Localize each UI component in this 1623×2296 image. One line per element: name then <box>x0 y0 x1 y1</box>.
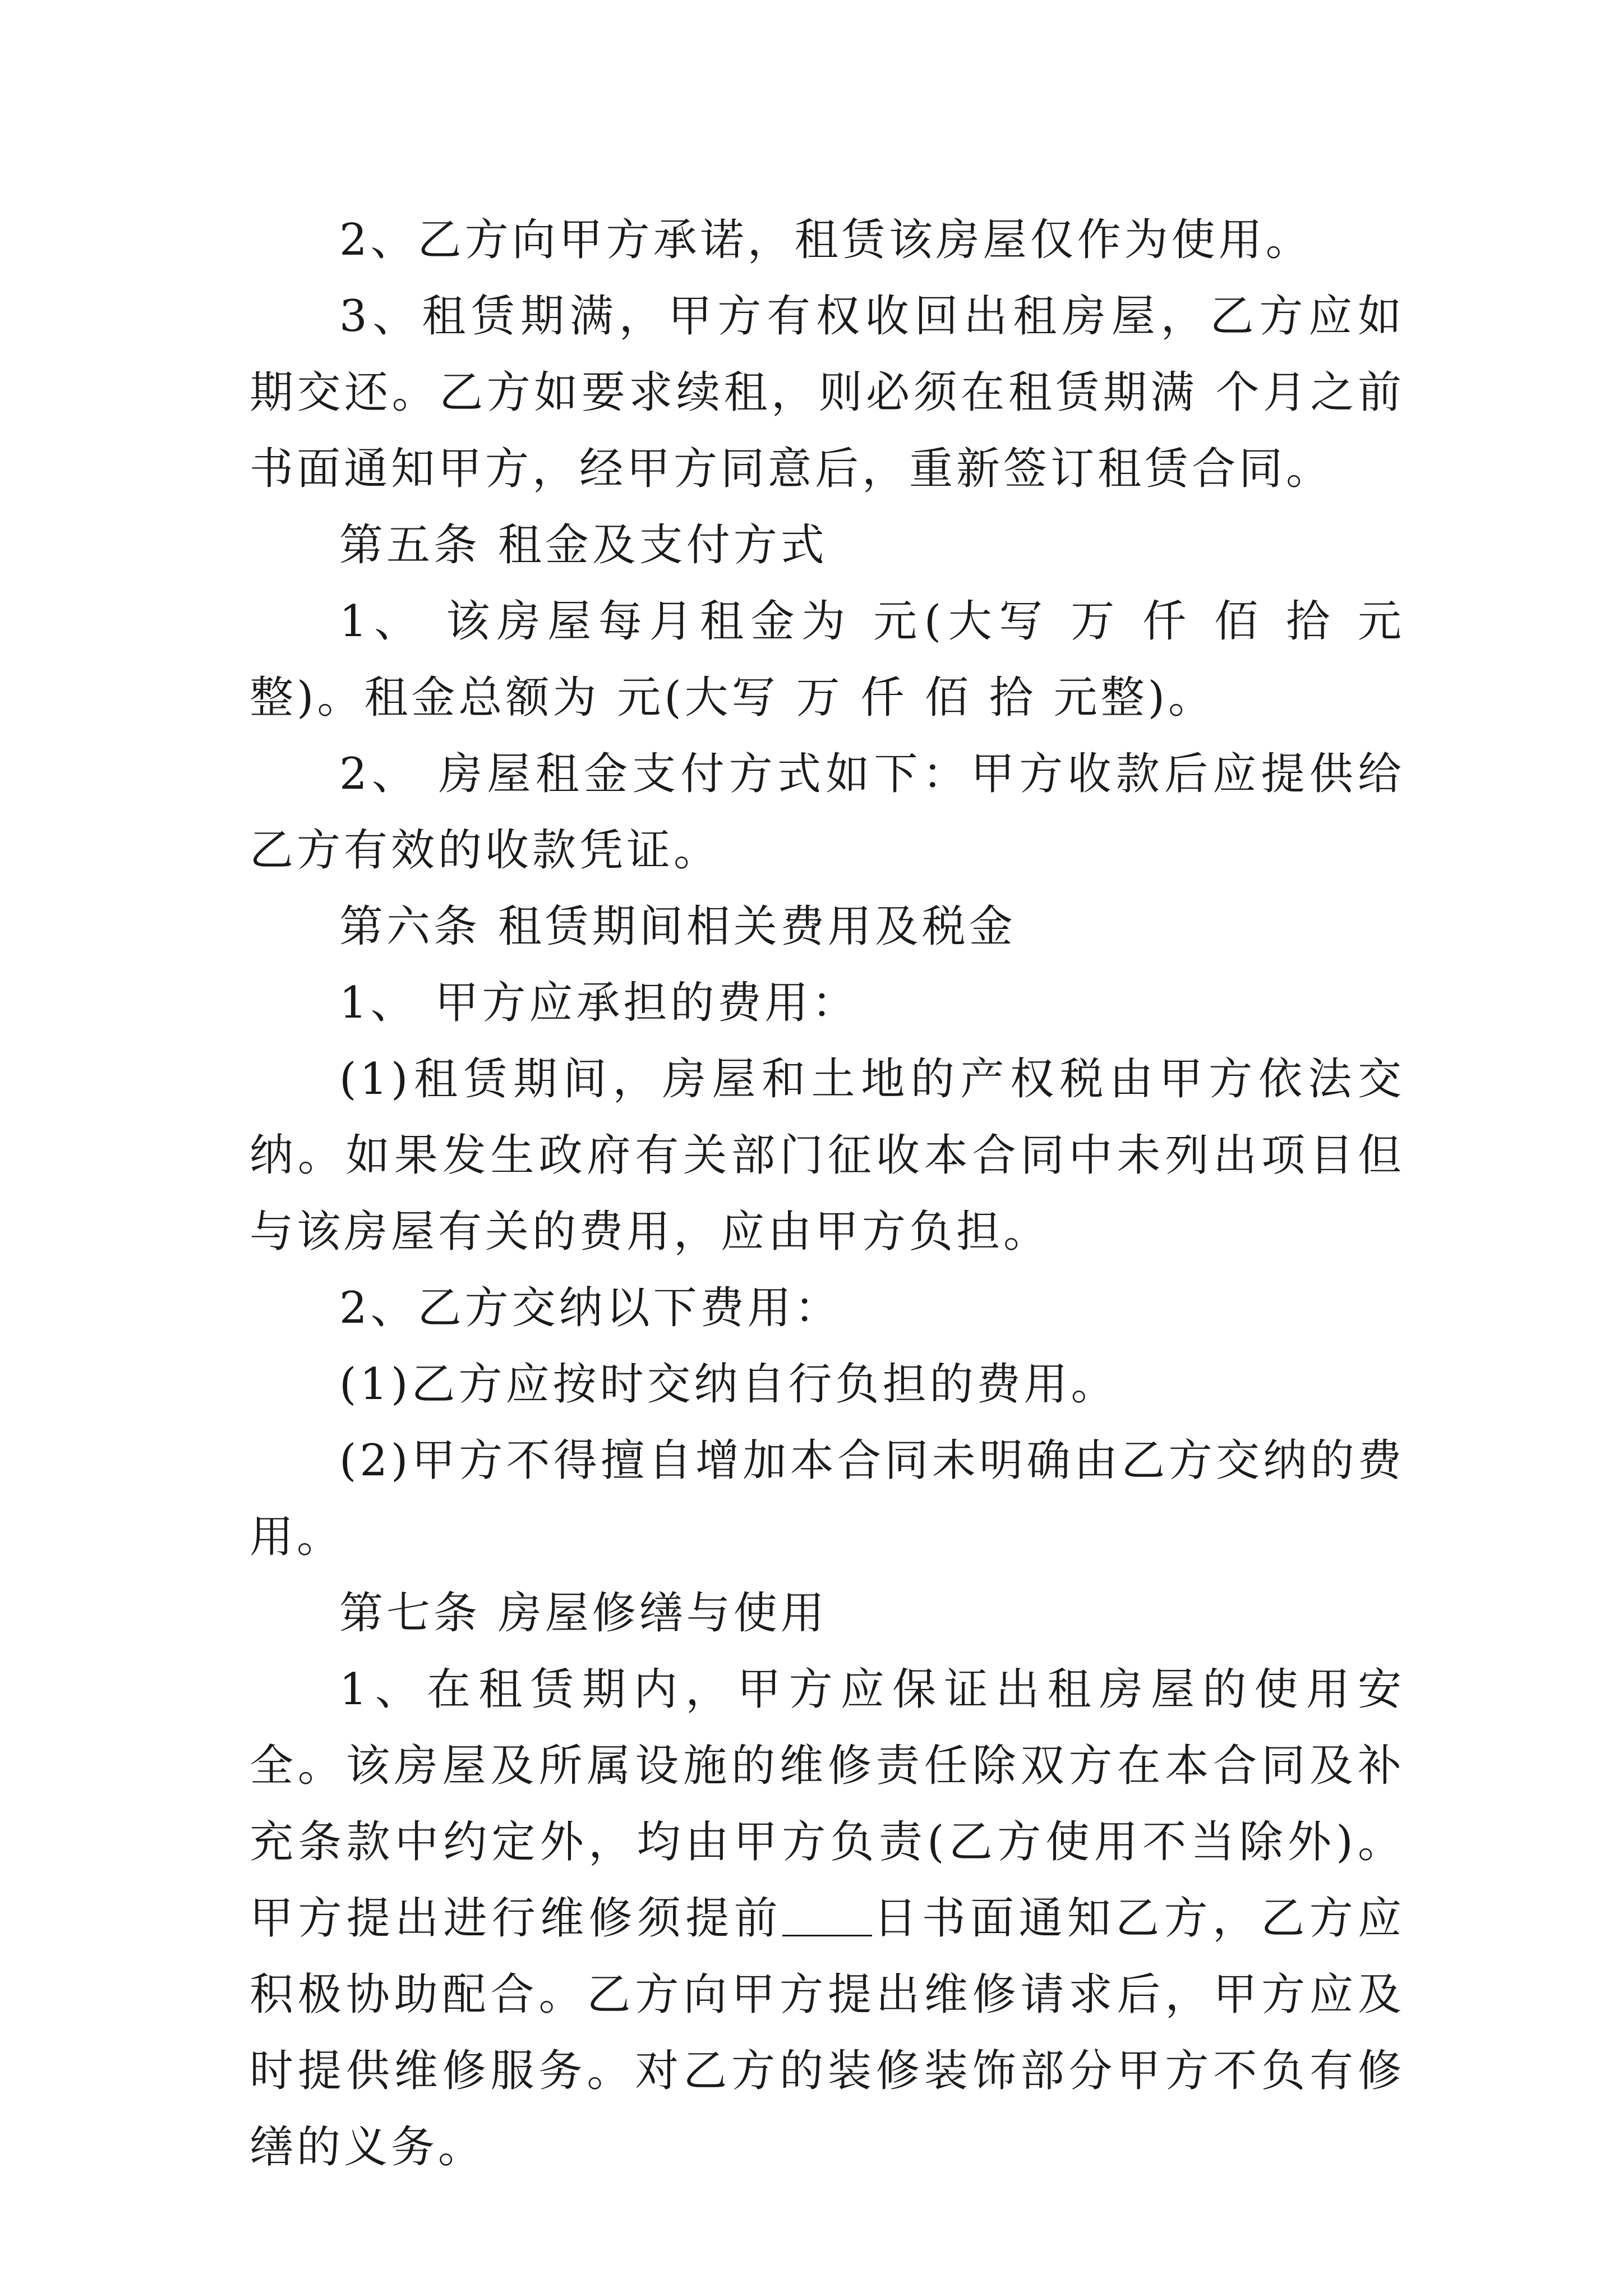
clause-7-item-1 <box>250 1651 1405 2185</box>
clause-5-heading: 第五条 租金及支付方式 <box>339 520 828 570</box>
clause-6-item-2-sub-1: (1)乙方应按时交纳自行负担的费用。 <box>339 1359 1118 1410</box>
clause-4-item-3: 3、租赁期满，甲方有权收回出租房屋，乙方应如期交还。乙方如要求续租，则必须在租赁期满 个月之前书面通知甲方，经甲方同意后，重新签订租赁合同。 <box>250 291 1405 494</box>
clause-6-item-2-sub-2: (2)甲方不得擅自增加本合同未明确由乙方交纳的费用。 <box>250 1435 1405 1562</box>
fill-in-blank <box>782 1891 872 1936</box>
clause-7-heading: 第七条 房屋修缮与使用 <box>339 1588 828 1639</box>
clause-6-item-1: 1、 甲方应承担的费用： <box>339 978 859 1028</box>
document-body <box>250 202 1405 2185</box>
clause-7-text-before-blank: 1、在租赁期内，甲方应保证出租房屋的使用安全。该房屋及所属设施的维修责任除双方在本合同及补充条款中约定外，均由甲方负责(乙方使用不当除外)。甲方提出进行维修须提前 <box>250 1664 1405 1944</box>
clause-5-item-2: 2、 房屋租金支付方式如下：甲方收款后应提供给乙方有效的收款凭证。 <box>250 749 1405 876</box>
clause-5-item-1: 1、 该房屋每月租金为 元(大写 万 仟 佰 拾 元整)。租金总额为 元(大写 万 仟 佰 拾 元整)。 <box>250 596 1405 723</box>
clause-6-item-2: 2、乙方交纳以下费用： <box>339 1283 842 1333</box>
clause-4-item-2: 2、乙方向甲方承诺，租赁该房屋仅作为使用。 <box>339 215 1313 265</box>
clause-6-heading: 第六条 租赁期间相关费用及税金 <box>339 901 1016 952</box>
clause-6-item-1-sub-1: (1)租赁期间，房屋和土地的产权税由甲方依法交纳。如果发生政府有关部门征收本合同中未列出项目但与该房屋有关的费用，应由甲方负担。 <box>250 1054 1405 1257</box>
clause-7-text-after-blank: 日书面通知乙方，乙方应积极协助配合。乙方向甲方提出维修请求后，甲方应及时提供维修服务。对乙方的装修装饰部分甲方不负有修缮的义务。 <box>250 1893 1405 2173</box>
